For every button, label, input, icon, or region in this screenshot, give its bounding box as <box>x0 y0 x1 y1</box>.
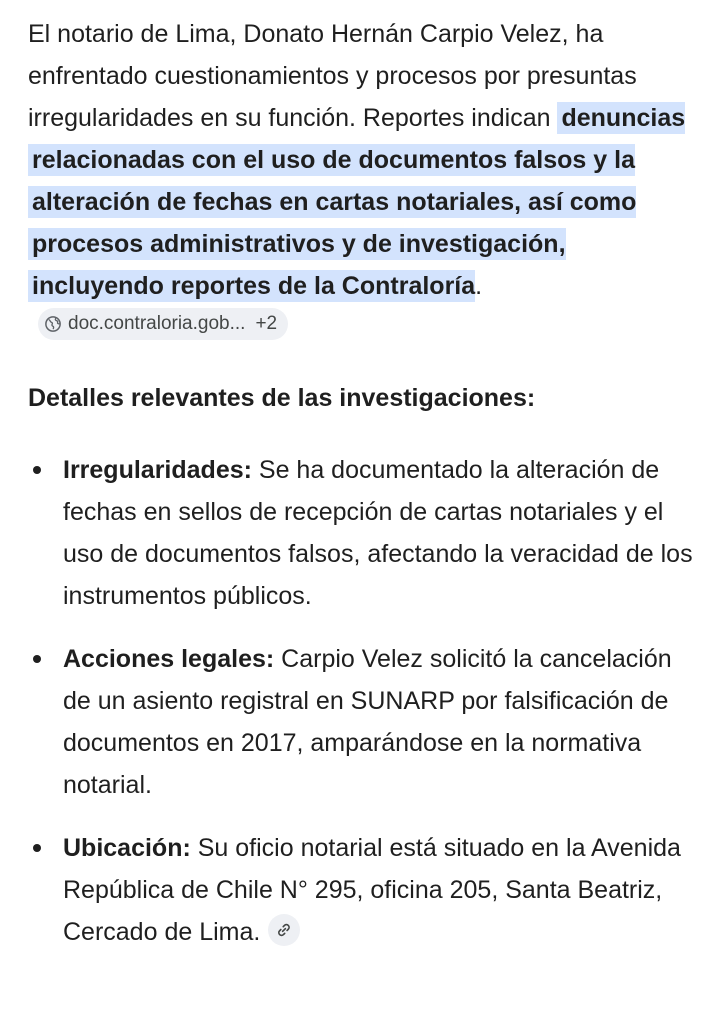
list-item-text: Se ha documentado la alteración de fechas en sellos de recepción de cartas notariales y el uso de documentos falsos, afectando la veracidad de los instrumentos públicos. <box>63 456 693 610</box>
source-link-button[interactable] <box>268 914 300 946</box>
intro-text: El notario de Lima, Donato Hernán Carpio Velez, ha enfrentado cuestionamientos y procesos por presuntas irregularidades en su función. Reportes indican <box>28 20 637 132</box>
bullet-icon <box>33 844 41 852</box>
source-chip-label: doc.contraloria.gob... <box>68 313 246 334</box>
list-item <box>28 449 701 617</box>
bullet-icon <box>33 466 41 474</box>
details-list <box>28 449 701 953</box>
globe-icon <box>44 315 62 333</box>
list-item-title: Ubicación: <box>63 834 191 862</box>
section-title: Detalles relevantes de las investigaciones: <box>28 384 536 412</box>
intro-paragraph <box>28 13 701 349</box>
list-item <box>28 827 701 953</box>
list-item <box>28 638 701 806</box>
list-item-title: Acciones legales: <box>63 645 275 673</box>
bullet-icon <box>33 655 41 663</box>
list-item-title: Irregularidades: <box>63 456 252 484</box>
highlighted-claim[interactable]: denuncias relacionadas con el uso de documentos falsos y la alteración de fechas en cartas notariales, así como procesos administrativos y de investigación, incluyendo reportes de la Contraloría <box>28 102 685 302</box>
list-item-text: Carpio Velez solicitó la cancelación de un asiento registral en SUNARP por falsificación de documentos en 2017, amparándose en la normativa notarial. <box>63 645 672 799</box>
source-chip[interactable] <box>38 308 288 340</box>
list-item-text: Su oficio notarial está situado en la Avenida República de Chile N° 295, oficina 205, Santa Beatriz, Cercado de Lima. <box>63 834 681 946</box>
intro-period: . <box>475 272 483 300</box>
source-chip-extra-count: +2 <box>255 313 278 334</box>
link-icon <box>275 921 293 939</box>
